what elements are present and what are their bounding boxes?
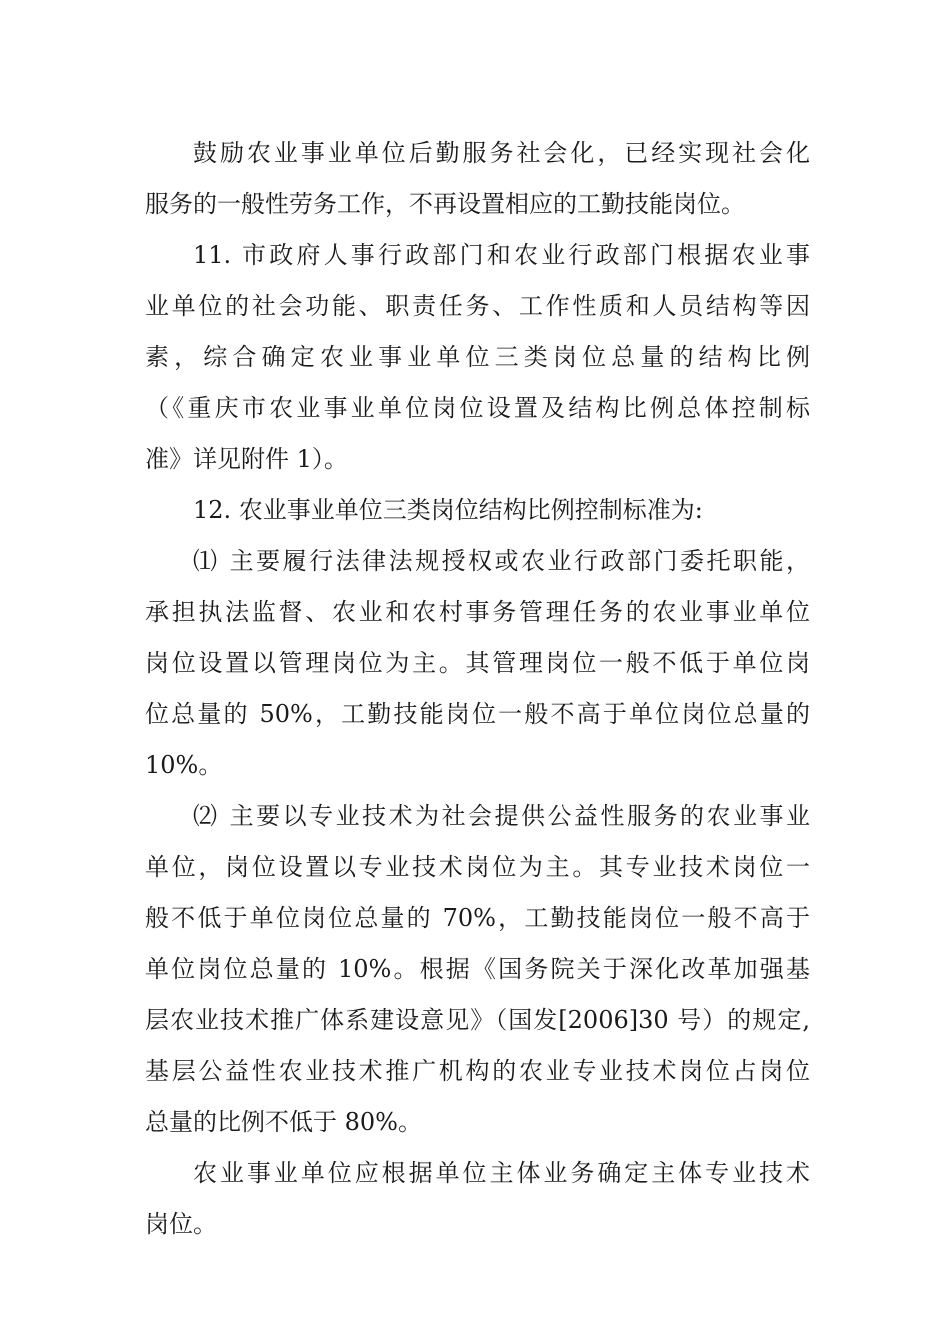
text-line: （《重庆市农业事业单位岗位设置及结构比例总体控制标 <box>145 394 810 422</box>
text-line: 岗位。 <box>145 1210 217 1238</box>
text-line: 鼓励农业事业单位后勤服务社会化，已经实现社会化 <box>193 139 810 167</box>
text-line: 承担执法监督、农业和农村事务管理任务的农业事业单位 <box>145 598 810 626</box>
text-line: 单位岗位总量的 10%。根据《国务院关于深化改革加强基 <box>145 955 810 983</box>
text-line: 岗位设置以管理岗位为主。其管理岗位一般不低于单位岗 <box>145 649 810 677</box>
text-line: 般不低于单位岗位总量的 70%，工勤技能岗位一般不高于 <box>145 904 810 932</box>
text-line: 层农业技术推广体系建设意见》（国发[2006]30 号）的规定, <box>145 1006 810 1034</box>
text-line: 业单位的社会功能、职责任务、工作性质和人员结构等因 <box>145 292 810 320</box>
text-line: 服务的一般性劳务工作，不再设置相应的工勤技能岗位。 <box>145 190 745 218</box>
text-line: 11. 市政府人事行政部门和农业行政部门根据农业事 <box>193 241 810 269</box>
text-line: 准》详见附件 1）。 <box>145 445 348 473</box>
text-line: ⑴ 主要履行法律法规授权或农业行政部门委托职能， <box>193 547 810 575</box>
text-line: ⑵ 主要以专业技术为社会提供公益性服务的农业事业 <box>193 802 810 830</box>
text-line: 素，综合确定农业事业单位三类岗位总量的结构比例 <box>145 343 810 371</box>
text-line: 12. 农业事业单位三类岗位结构比例控制标准为: <box>193 496 703 524</box>
text-line: 位总量的 50%，工勤技能岗位一般不高于单位岗位总量的 <box>145 700 810 728</box>
text-line: 10%。 <box>145 751 223 779</box>
text-line: 单位，岗位设置以专业技术岗位为主。其专业技术岗位一 <box>145 853 810 881</box>
text-line: 农业事业单位应根据单位主体业务确定主体专业技术 <box>193 1159 810 1187</box>
text-line: 总量的比例不低于 80%。 <box>145 1108 422 1136</box>
text-line: 基层公益性农业技术推广机构的农业专业技术岗位占岗位 <box>145 1057 810 1085</box>
